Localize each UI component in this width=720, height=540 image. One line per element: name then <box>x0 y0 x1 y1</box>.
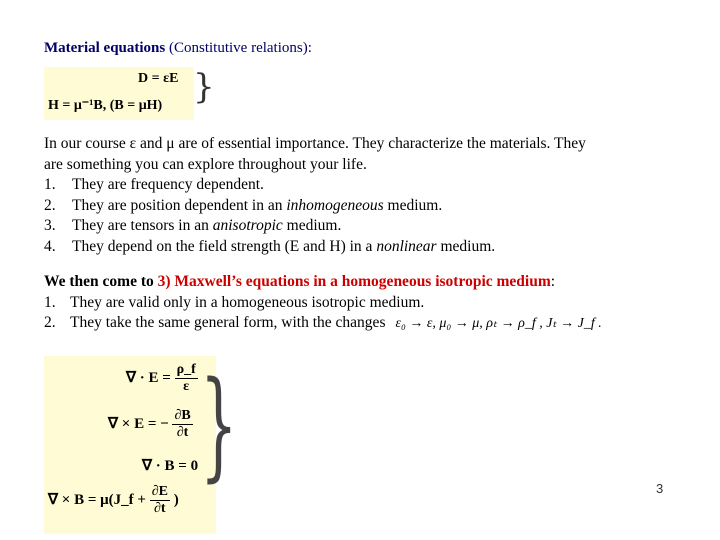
para-line-1: In our course ε and μ are of essential importance. They characterize the materials. They <box>44 135 586 152</box>
right-brace-icon: } <box>193 67 215 107</box>
list-item: 3. They are tensors in an anisotropic medium. <box>44 217 342 234</box>
maxwell-lead-line: We then come to 3) Maxwell’s equations in a homogeneous isotropic medium: <box>44 273 556 290</box>
list-item: 1. They are frequency dependent. <box>44 176 264 193</box>
constitutive-equations-box <box>44 67 194 120</box>
right-brace-large-icon: } <box>200 355 238 493</box>
eq-h-mu-b: H = μ⁻¹B, (B = μH) <box>48 98 163 113</box>
gauss-magnetism-eq: ∇ · B = 0 <box>142 458 199 474</box>
para-line-2: are something you can explore throughout your life. <box>44 155 367 173</box>
ampere-maxwell-eq: ∇ × B = μ(J_f + $\frac{\partial E}{\partial t}$ ) <box>48 484 179 516</box>
gauss-law-eq: ∇ · E = $\frac{\rho\_f}{\varepsilon}$ <box>126 362 196 394</box>
changes-formula: ε₀ → ε, μ₀ → μ, ρₜ → ρ_f , Jₜ → J_f . <box>395 316 602 331</box>
maxwell-equations-box <box>44 356 216 534</box>
maxwell-intro <box>44 272 704 335</box>
title-rest: (Constitutive relations): <box>165 40 312 56</box>
list-item: 4. They depend on the field strength (E and H) in a nonlinear medium. <box>44 237 496 255</box>
list-item: 1. They are valid only in a homogeneous isotropic medium. <box>44 293 425 311</box>
section-title <box>44 40 312 57</box>
list-item: 2. They take the same general form, with the changes ε₀ → ε, μ₀ → μ, ρₜ → ρ_f , Jₜ → J_f . <box>44 314 602 331</box>
eq-d-epsilon-e: D = εE <box>138 71 179 86</box>
page-number: 3 <box>656 481 664 496</box>
title-bold: Material equations <box>44 40 166 56</box>
faraday-law-eq: ∇ × E = − $\frac{\partial B}{\partial t}$ <box>108 408 191 440</box>
properties-paragraph <box>44 134 684 257</box>
list-item: 2. They are position dependent in an inhomogeneous medium. <box>44 196 443 214</box>
